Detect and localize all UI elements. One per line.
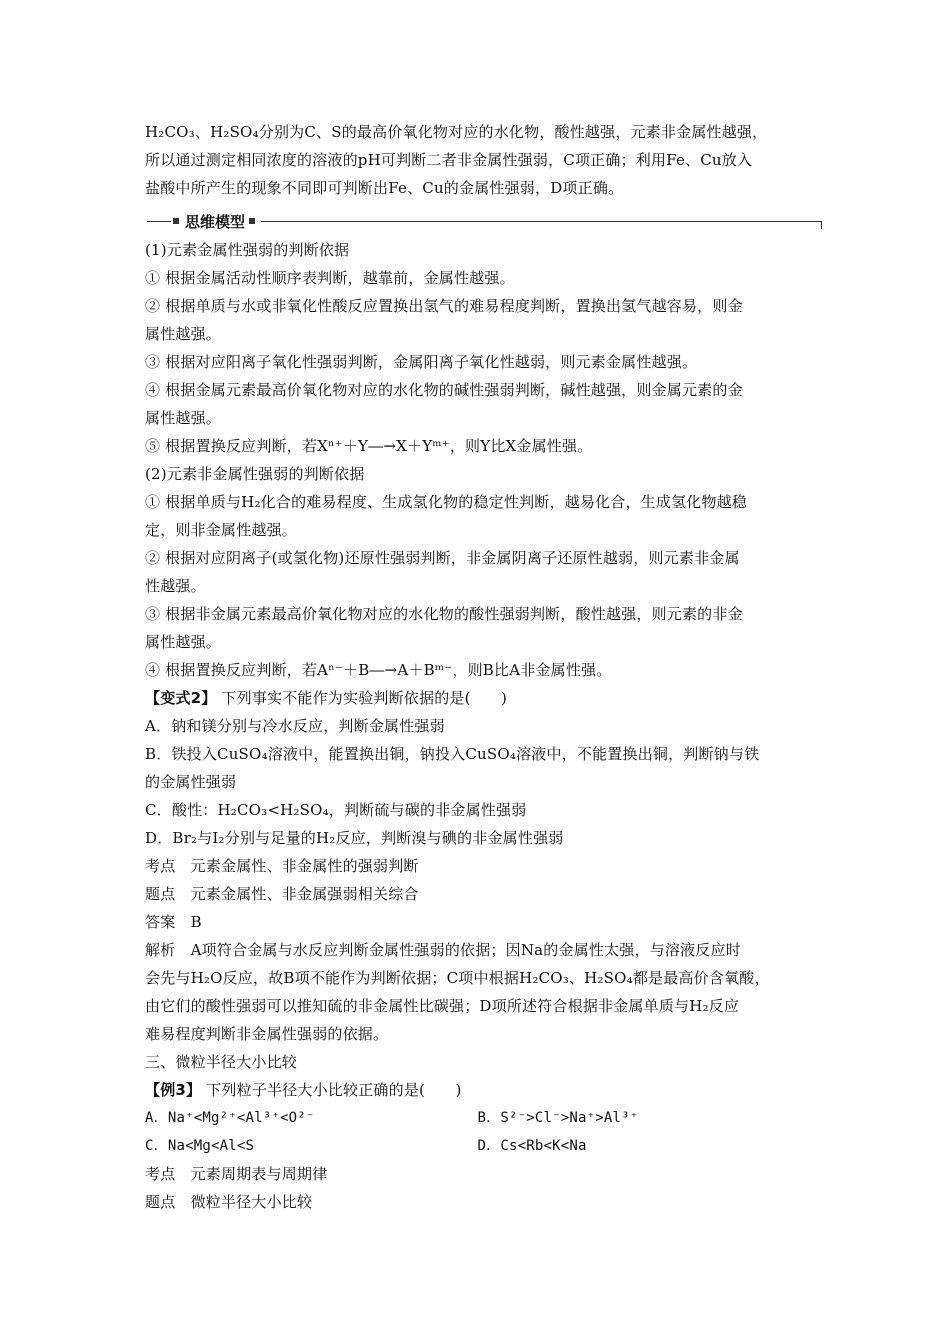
variant-answer: 答案 B (145, 913, 202, 931)
model-line: ⑤ 根据置换反应判断，若Xⁿ⁺＋Y―→X＋Yᵐ⁺，则Y比X金属性强。 (145, 437, 593, 455)
intro-line: H₂CO₃、H₂SO₄分别为C、S的最高价氧化物对应的水化物，酸性越强，元素非金属性越强， (145, 123, 768, 141)
example-option-b: B．S²⁻>Cl⁻>Na⁺>Al³⁺ (477, 1110, 639, 1126)
variant-option: A．钠和镁分别与冷水反应，判断金属性强弱 (145, 717, 445, 735)
model-line: ③ 根据对应阳离子氧化性强弱判断，金属阳离子氧化性越弱，则元素金属性越强。 (145, 353, 698, 371)
header-rule-right (261, 221, 822, 222)
example-option-a: A．Na⁺<Mg²⁺<Al³⁺<O²⁻ (145, 1110, 315, 1126)
model-line: ① 根据金属活动性顺序表判断，越靠前，金属性越强。 (145, 269, 515, 287)
variant-option: 的金属性强弱 (145, 773, 237, 791)
model-line: ③ 根据非金属元素最高价氧化物对应的水化物的酸性强弱判断，酸性越强，则元素的非金 (145, 605, 743, 623)
example-options-row (145, 1104, 810, 1132)
model-line: ① 根据单质与H₂化合的难易程度、生成氢化物的稳定性判断，越易化合，生成氢化物越稳 (145, 493, 748, 511)
section-heading: 三、微粒半径大小比较 (145, 1053, 298, 1071)
example-stem (145, 1076, 810, 1104)
example-options-row (145, 1132, 810, 1160)
model-content (145, 236, 810, 684)
intro-paragraph (145, 118, 810, 202)
variant-option: B．铁投入CuSO₄溶液中，能置换出铜，钠投入CuSO₄溶液中，不能置换出铜，判断钠与铁 (145, 745, 760, 763)
model-line: ② 根据对应阴离子(或氢化物)还原性强弱判断，非金属阴离子还原性越弱，则元素非金属 (145, 549, 740, 567)
analysis-line: 由它们的酸性强弱可以推知硫的非金属性比碳强；D项所述符合根据非金属单质与H₂反应 (145, 997, 740, 1015)
document-page (145, 118, 810, 1216)
analysis-line: 难易程度判断非金属性强弱的依据。 (145, 1025, 389, 1043)
analysis-line: 解析 A项符合金属与水反应判断金属性强弱的依据；因Na的金属性太强，与溶液反应时 (145, 941, 741, 959)
header-rule-left (147, 221, 171, 222)
variant-question-text: 下列事实不能作为实验判断依据的是( ) (221, 689, 508, 707)
model-header-title: 思维模型 (185, 213, 246, 231)
intro-line: 所以通过测定相同浓度的溶液的pH可判断二者非金属性强弱，C项正确；利用Fe、Cu放入 (145, 151, 753, 169)
variant-question (145, 684, 810, 1048)
model-line: ④ 根据置换反应判断，若Aⁿ⁻＋B―→A＋Bᵐ⁻，则B比A非金属性强。 (145, 661, 612, 679)
variant-option: D．Br₂与I₂分别与足量的H₂反应，判断溴与碘的非金属性强弱 (145, 829, 564, 847)
model-line: (2)元素非金属性强弱的判断依据 (145, 465, 365, 483)
header-square-icon (173, 218, 179, 224)
intro-line: 盐酸中所产生的现象不同即可判断出Fe、Cu的金属性强弱，D项正确。 (145, 179, 624, 197)
example-question-text: 下列粒子半径大小比较正确的是( ) (206, 1081, 462, 1099)
model-line: ② 根据单质与水或非氧化性酸反应置换出氢气的难易程度判断，置换出氢气越容易，则金 (145, 297, 743, 315)
variant-label: 【变式2】 (145, 689, 217, 707)
variant-stem (145, 684, 810, 712)
variant-tidian: 题点 元素金属性、非金属强弱相关综合 (145, 885, 419, 903)
example-tidian: 题点 微粒半径大小比较 (145, 1193, 313, 1211)
example-option-d: D．Cs<Rb<K<Na (477, 1138, 587, 1154)
header-square-icon (249, 218, 255, 224)
model-line: 定，则非金属性越强。 (145, 521, 298, 539)
model-line: (1)元素金属性强弱的判断依据 (145, 241, 350, 259)
example-kaodian: 考点 元素周期表与周期律 (145, 1165, 328, 1183)
variant-kaodian: 考点 元素金属性、非金属性的强弱判断 (145, 857, 419, 875)
variant-option: C．酸性：H₂CO₃<H₂SO₄，判断硫与碳的非金属性强弱 (145, 801, 527, 819)
example-question (145, 1076, 810, 1216)
example-option-c: C．Na<Mg<Al<S (145, 1138, 255, 1154)
model-line: 属性越强。 (145, 409, 222, 427)
example-label: 【例3】 (145, 1081, 202, 1099)
model-header (145, 208, 810, 236)
model-line: 属性越强。 (145, 633, 222, 651)
model-line: 性越强。 (145, 577, 206, 595)
analysis-line: 会先与H₂O反应，故B项不能作为判断依据；C项中根据H₂CO₃、H₂SO₄都是最高价含氧酸， (145, 969, 770, 987)
model-line: 属性越强。 (145, 325, 222, 343)
header-rule-tick (821, 221, 822, 229)
model-line: ④ 根据金属元素最高价氧化物对应的水化物的碱性强弱判断，碱性越强，则金属元素的金 (145, 381, 743, 399)
